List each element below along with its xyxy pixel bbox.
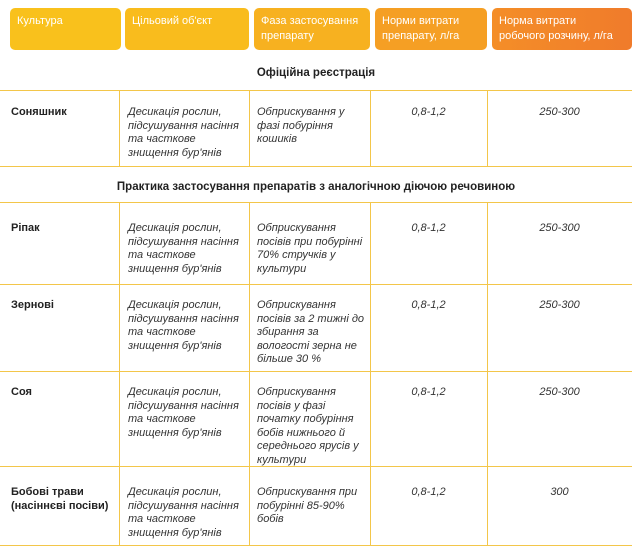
row-divider — [0, 166, 632, 167]
solution-cell: 250-300 — [539, 106, 580, 118]
column-divider — [119, 90, 120, 166]
column-divider — [119, 202, 120, 545]
phase-cell: Обприскування у фазі побуріння кошиків — [257, 106, 345, 146]
header-phase: Фаза застосування препарату — [254, 8, 370, 50]
rate-cell: 0,8-1,2 — [411, 486, 446, 498]
phase-cell: Обприскування посівів за 2 тижні до збирання за вологості зерна не більше 30 % — [257, 299, 365, 366]
target-cell: Десикація рослин, підсушування насіння та часткове знищення бур'янів — [128, 222, 239, 275]
crop-cell: Бобові трави (насіннєві посіви) — [11, 486, 109, 512]
solution-cell: 250-300 — [539, 299, 580, 311]
rate-cell: 0,8-1,2 — [411, 106, 446, 118]
section-practice: Практика застосування препаратів з аналогічною діючою речовиною — [116, 181, 516, 193]
row-divider — [0, 90, 632, 91]
phase-cell: Обприскування при побурінні 85-90% бобів — [257, 486, 358, 526]
row-divider — [0, 545, 632, 546]
row-divider — [0, 202, 632, 203]
phase-cell: Обприскування посівів при побурінні 70% стручків у культури — [257, 222, 363, 275]
row-divider — [0, 284, 632, 285]
crop-cell: Соя — [11, 386, 32, 398]
header-target: Цільовий об'єкт — [125, 8, 249, 50]
solution-cell: 300 — [550, 486, 569, 498]
solution-cell: 250-300 — [539, 386, 580, 398]
solution-cell: 250-300 — [539, 222, 580, 234]
column-divider — [487, 202, 488, 545]
rate-cell: 0,8-1,2 — [411, 299, 446, 311]
target-cell: Десикація рослин, підсушування насіння та часткове знищення бур'янів — [128, 299, 239, 352]
target-cell: Десикація рослин, підсушування насіння та часткове знищення бур'янів — [128, 106, 239, 159]
header-rate: Норми витрати препарату, л/га — [375, 8, 487, 50]
row-divider — [0, 371, 632, 372]
column-divider — [487, 90, 488, 166]
header-solution: Норма витрати робочого розчину, л/га — [492, 8, 632, 50]
crop-cell: Зернові — [11, 299, 54, 311]
column-divider — [249, 90, 250, 166]
phase-cell: Обприскування посівів у фазі початку побуріння бобів нижнього й середнього ярусів у культури — [257, 386, 359, 466]
section-official: Офіційна реєстрація — [256, 67, 376, 79]
header-culture: Культура — [10, 8, 121, 50]
rate-cell: 0,8-1,2 — [411, 386, 446, 398]
column-divider — [370, 90, 371, 166]
crop-cell: Ріпак — [11, 222, 40, 234]
target-cell: Десикація рослин, підсушування насіння та часткове знищення бур'янів — [128, 486, 239, 539]
target-cell: Десикація рослин, підсушування насіння та часткове знищення бур'янів — [128, 386, 239, 439]
column-divider — [249, 202, 250, 545]
column-divider — [370, 202, 371, 545]
crop-cell: Соняшник — [11, 106, 67, 118]
rate-cell: 0,8-1,2 — [411, 222, 446, 234]
